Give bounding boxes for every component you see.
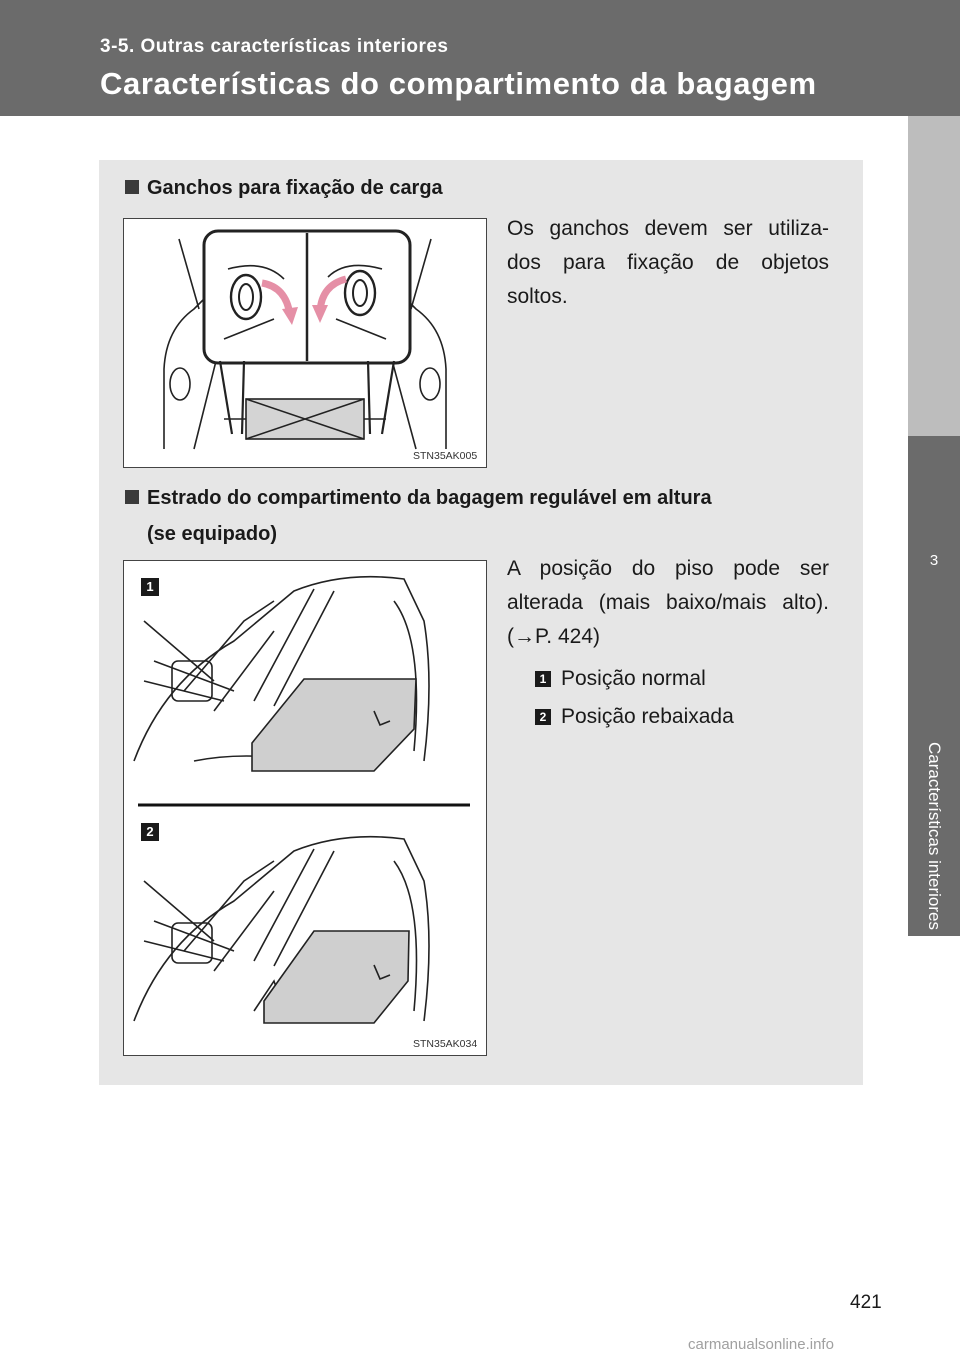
cargo-floor-illustration <box>124 561 486 1055</box>
figure-badge-lowered: 2 <box>141 823 159 841</box>
page-header <box>0 0 960 116</box>
square-bullet-icon <box>125 490 139 504</box>
watermark: carmanualsonline.info <box>688 1336 834 1353</box>
chapter-name: Características interiores <box>925 741 944 931</box>
chapter-side-tab <box>908 116 960 1116</box>
chapter-number: 3 <box>929 552 939 569</box>
figure-badge-normal: 1 <box>141 578 159 596</box>
number-badge-icon: 2 <box>535 709 551 725</box>
floor-description: A posição do piso pode ser alterada (mais baixo/mais alto). (→P. 424) <box>507 557 829 648</box>
content-box <box>99 160 863 1085</box>
floor-heading: Estrado do compartimento da bagagem regulável em altura (se equipado) <box>125 480 835 552</box>
hooks-description: Os ganchos devem ser utiliza- dos para fixação de objetos soltos. <box>507 217 829 308</box>
floor-figure <box>123 560 487 1056</box>
square-bullet-icon <box>125 180 139 194</box>
hooks-heading: Ganchos para fixação de carga <box>125 170 443 206</box>
legend-item-normal: 1 Posição normal <box>535 666 706 692</box>
section-label: 3-5. Outras características interiores <box>100 36 449 57</box>
hooks-figure-code: STN35AK005 <box>413 450 478 462</box>
cargo-hooks-illustration <box>124 219 486 467</box>
page-number: 421 <box>850 1292 882 1313</box>
legend-item-lowered: 2 Posição rebaixada <box>535 704 734 730</box>
hooks-figure <box>123 218 487 468</box>
number-badge-icon: 1 <box>535 671 551 687</box>
floor-figure-code: STN35AK034 <box>413 1038 478 1050</box>
page-title: Características do compartimento da bagagem <box>100 66 817 101</box>
